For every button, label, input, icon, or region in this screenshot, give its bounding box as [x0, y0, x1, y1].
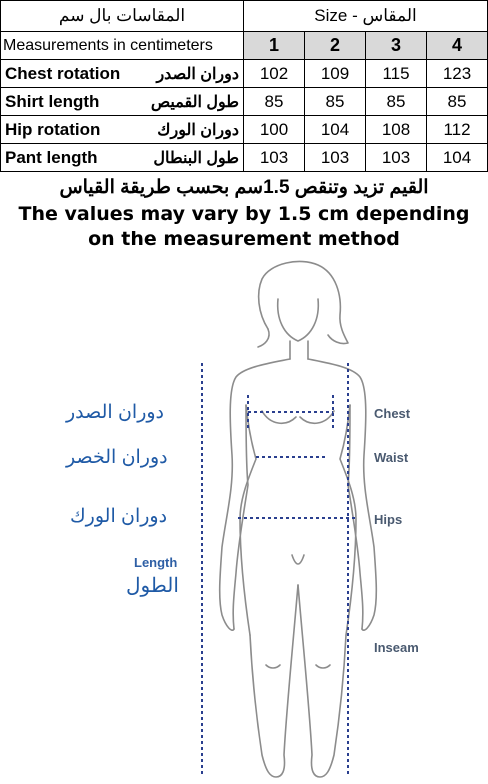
- row-label-en: Chest rotation: [5, 63, 121, 83]
- size-chart-table: [0, 0, 488, 172]
- size-4-header: 4: [427, 32, 488, 60]
- table-cell: 103: [305, 144, 366, 172]
- table-cell: 115: [366, 60, 427, 88]
- size-3-header: 3: [366, 32, 427, 60]
- measurements-header-ar: المقاسات بال سم: [1, 1, 244, 32]
- label-length-en: Length: [134, 555, 178, 570]
- table-row-hip: [1, 116, 488, 144]
- table-cell: 85: [305, 88, 366, 116]
- table-cell: 103: [244, 144, 305, 172]
- row-label-ar: طول القميص: [150, 93, 239, 111]
- table-row-chest: [1, 60, 488, 88]
- row-label-en: Pant length: [5, 147, 98, 167]
- note-arabic: القيم تزيد وتنقص 1.5سم بحسب طريقة القياس: [59, 177, 429, 198]
- row-label-ar: طول البنطال: [153, 149, 239, 167]
- table-cell: 102: [244, 60, 305, 88]
- row-label: [1, 88, 244, 116]
- label-length-ar: الطول: [126, 575, 179, 597]
- note-english-line1: The values may vary by 1.5 cm depending: [18, 203, 470, 225]
- row-label-ar: دوران الصدر: [156, 65, 239, 83]
- row-label-en: Hip rotation: [5, 119, 101, 139]
- note-english-line2: on the measurement method: [88, 228, 400, 250]
- row-label: [1, 60, 244, 88]
- size-header: Size - المقاس: [244, 1, 488, 32]
- label-hips-en: Hips: [374, 512, 403, 527]
- table-row-pant-length: [1, 144, 488, 172]
- table-cell: 123: [427, 60, 488, 88]
- label-chest-en: Chest: [374, 406, 411, 421]
- measurement-lines: [202, 363, 356, 775]
- table-cell: 103: [366, 144, 427, 172]
- measurements-header-en: Measurements in centimeters: [1, 32, 244, 60]
- table-cell: 109: [305, 60, 366, 88]
- table-cell: 104: [305, 116, 366, 144]
- table-cell: 85: [366, 88, 427, 116]
- label-waist-ar: دوران الخصر: [66, 447, 168, 468]
- table-cell: 104: [427, 144, 488, 172]
- row-label-ar: دوران الورك: [157, 121, 239, 139]
- row-label-en: Shirt length: [5, 91, 100, 111]
- size-1-header: 1: [244, 32, 305, 60]
- table-cell: 85: [244, 88, 305, 116]
- row-label: [1, 144, 244, 172]
- label-waist-en: Waist: [374, 450, 409, 465]
- body-silhouette: [220, 261, 377, 777]
- label-hip-ar: دوران الورك: [70, 506, 168, 527]
- table-row-shirt-length: [1, 88, 488, 116]
- table-cell: 112: [427, 116, 488, 144]
- label-chest-ar: دوران الصدر: [66, 402, 165, 423]
- label-inseam-en: Inseam: [374, 640, 419, 655]
- body-measurement-figure: [0, 255, 488, 784]
- table-cell: 108: [366, 116, 427, 144]
- table-cell: 100: [244, 116, 305, 144]
- table-cell: 85: [427, 88, 488, 116]
- row-label: [1, 116, 244, 144]
- size-2-header: 2: [305, 32, 366, 60]
